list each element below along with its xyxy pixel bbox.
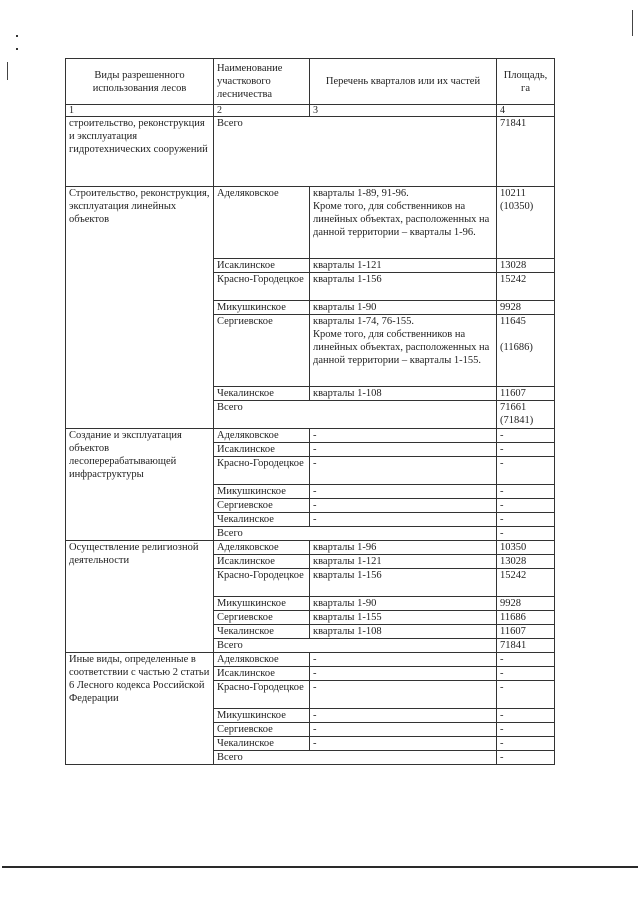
cell-quarters: кварталы 1-74, 76-155. Кроме того, для собственников на линейных объектах, расположенных на данной территории – кварталы 1-155. (310, 315, 497, 387)
cell-area: - (497, 751, 555, 765)
header-use-type: Виды разрешенного использования лесов (66, 59, 214, 105)
cell-area: 10350 (497, 541, 555, 555)
cell-quarters: кварталы 1-121 (310, 555, 497, 569)
column-number: 3 (310, 105, 497, 117)
cell-quarters: кварталы 1-108 (310, 625, 497, 639)
cell-area: - (497, 653, 555, 667)
table-body (66, 117, 555, 765)
cell-area: - (497, 667, 555, 681)
cell-quarters: - (310, 653, 497, 667)
cell-area: - (497, 513, 555, 527)
cell-area: 71841 (497, 639, 555, 653)
cell-quarters: кварталы 1-90 (310, 301, 497, 315)
table-row (66, 117, 555, 187)
cell-quarters: - (310, 499, 497, 513)
cell-forestry: Исаклинское (214, 555, 310, 569)
cell-forestry: Микушкинское (214, 485, 310, 499)
cell-area: 9928 (497, 597, 555, 611)
table-row (66, 653, 555, 667)
cell-area: 71661 (71841) (497, 401, 555, 429)
cell-area: - (497, 737, 555, 751)
cell-area: 11645 (11686) (497, 315, 555, 387)
cell-forestry: Сергиевское (214, 723, 310, 737)
cell-use-type: Осуществление религиозной деятельности (66, 541, 214, 653)
cell-quarters: - (310, 709, 497, 723)
cell-quarters: кварталы 1-155 (310, 611, 497, 625)
cell-forestry: Красно-Городецкое (214, 457, 310, 485)
cell-forestry: Микушкинское (214, 301, 310, 315)
cell-quarters: - (310, 429, 497, 443)
cell-use-type: Иные виды, определенные в соответствии с частью 2 статьи 6 Лесного кодекса Российской Федерации (66, 653, 214, 765)
cell-forestry: Всего (214, 401, 497, 429)
cell-quarters: кварталы 1-96 (310, 541, 497, 555)
cell-forestry: Всего (214, 117, 497, 187)
scan-margin-mark (7, 62, 8, 80)
cell-quarters: кварталы 1-121 (310, 259, 497, 273)
cell-area: 11607 (497, 387, 555, 401)
cell-forestry: Всего (214, 527, 497, 541)
cell-area: 71841 (497, 117, 555, 187)
header-forestry: Наименование участкового лесничества (214, 59, 310, 105)
cell-quarters: - (310, 513, 497, 527)
cell-forestry: Аделяковское (214, 187, 310, 259)
cell-quarters: кварталы 1-89, 91-96. Кроме того, для собственников на линейных объектах, расположенных на данной территории – кварталы 1-96. (310, 187, 497, 259)
cell-area: - (497, 681, 555, 709)
cell-forestry: Исаклинское (214, 259, 310, 273)
cell-forestry: Микушкинское (214, 597, 310, 611)
column-number: 2 (214, 105, 310, 117)
cell-forestry: Чекалинское (214, 625, 310, 639)
cell-use-type: Строительство, реконструкция, эксплуатация линейных объектов (66, 187, 214, 429)
cell-area: 15242 (497, 273, 555, 301)
scan-speck (16, 48, 18, 50)
scan-margin-mark (632, 10, 633, 36)
cell-use-type: строительство, реконструкция и эксплуатация гидротехнических сооружений (66, 117, 214, 187)
cell-quarters: кварталы 1-90 (310, 597, 497, 611)
cell-quarters: - (310, 681, 497, 709)
forest-use-table (65, 58, 555, 765)
cell-quarters: кварталы 1-156 (310, 569, 497, 597)
cell-forestry: Микушкинское (214, 709, 310, 723)
cell-forestry: Красно-Городецкое (214, 273, 310, 301)
header-area: Площадь, га (497, 59, 555, 105)
cell-quarters: кварталы 1-156 (310, 273, 497, 301)
cell-area: 13028 (497, 555, 555, 569)
scan-speck (16, 35, 18, 37)
cell-quarters: - (310, 457, 497, 485)
table-row (66, 429, 555, 443)
cell-area: - (497, 527, 555, 541)
cell-quarters: - (310, 443, 497, 457)
header-quarters: Перечень кварталов или их частей (310, 59, 497, 105)
cell-quarters: - (310, 737, 497, 751)
cell-forestry: Исаклинское (214, 443, 310, 457)
cell-area: - (497, 709, 555, 723)
cell-forestry: Сергиевское (214, 499, 310, 513)
cell-area: 15242 (497, 569, 555, 597)
cell-forestry: Чекалинское (214, 513, 310, 527)
cell-forestry: Исаклинское (214, 667, 310, 681)
cell-forestry: Сергиевское (214, 611, 310, 625)
cell-area: 9928 (497, 301, 555, 315)
cell-area: - (497, 457, 555, 485)
column-number: 1 (66, 105, 214, 117)
cell-forestry: Всего (214, 639, 497, 653)
cell-area: 13028 (497, 259, 555, 273)
column-number: 4 (497, 105, 555, 117)
cell-area: - (497, 485, 555, 499)
cell-area: - (497, 499, 555, 513)
column-number-row (66, 105, 555, 117)
cell-use-type: Создание и эксплуатация объектов лесоперерабатывающей инфраструктуры (66, 429, 214, 541)
cell-quarters: - (310, 485, 497, 499)
cell-forestry: Красно-Городецкое (214, 681, 310, 709)
cell-forestry: Аделяковское (214, 429, 310, 443)
cell-forestry: Аделяковское (214, 653, 310, 667)
cell-quarters: - (310, 667, 497, 681)
page-bottom-rule (2, 866, 638, 868)
cell-forestry: Чекалинское (214, 737, 310, 751)
cell-area: 11686 (497, 611, 555, 625)
cell-forestry: Аделяковское (214, 541, 310, 555)
cell-forestry: Сергиевское (214, 315, 310, 387)
cell-area: - (497, 723, 555, 737)
cell-forestry: Чекалинское (214, 387, 310, 401)
table-row (66, 541, 555, 555)
cell-quarters: - (310, 723, 497, 737)
table-header-row (66, 59, 555, 105)
cell-area: 11607 (497, 625, 555, 639)
cell-area: 10211 (10350) (497, 187, 555, 259)
cell-forestry: Красно-Городецкое (214, 569, 310, 597)
cell-forestry: Всего (214, 751, 497, 765)
table-row (66, 187, 555, 259)
cell-area: - (497, 443, 555, 457)
cell-area: - (497, 429, 555, 443)
cell-quarters: кварталы 1-108 (310, 387, 497, 401)
